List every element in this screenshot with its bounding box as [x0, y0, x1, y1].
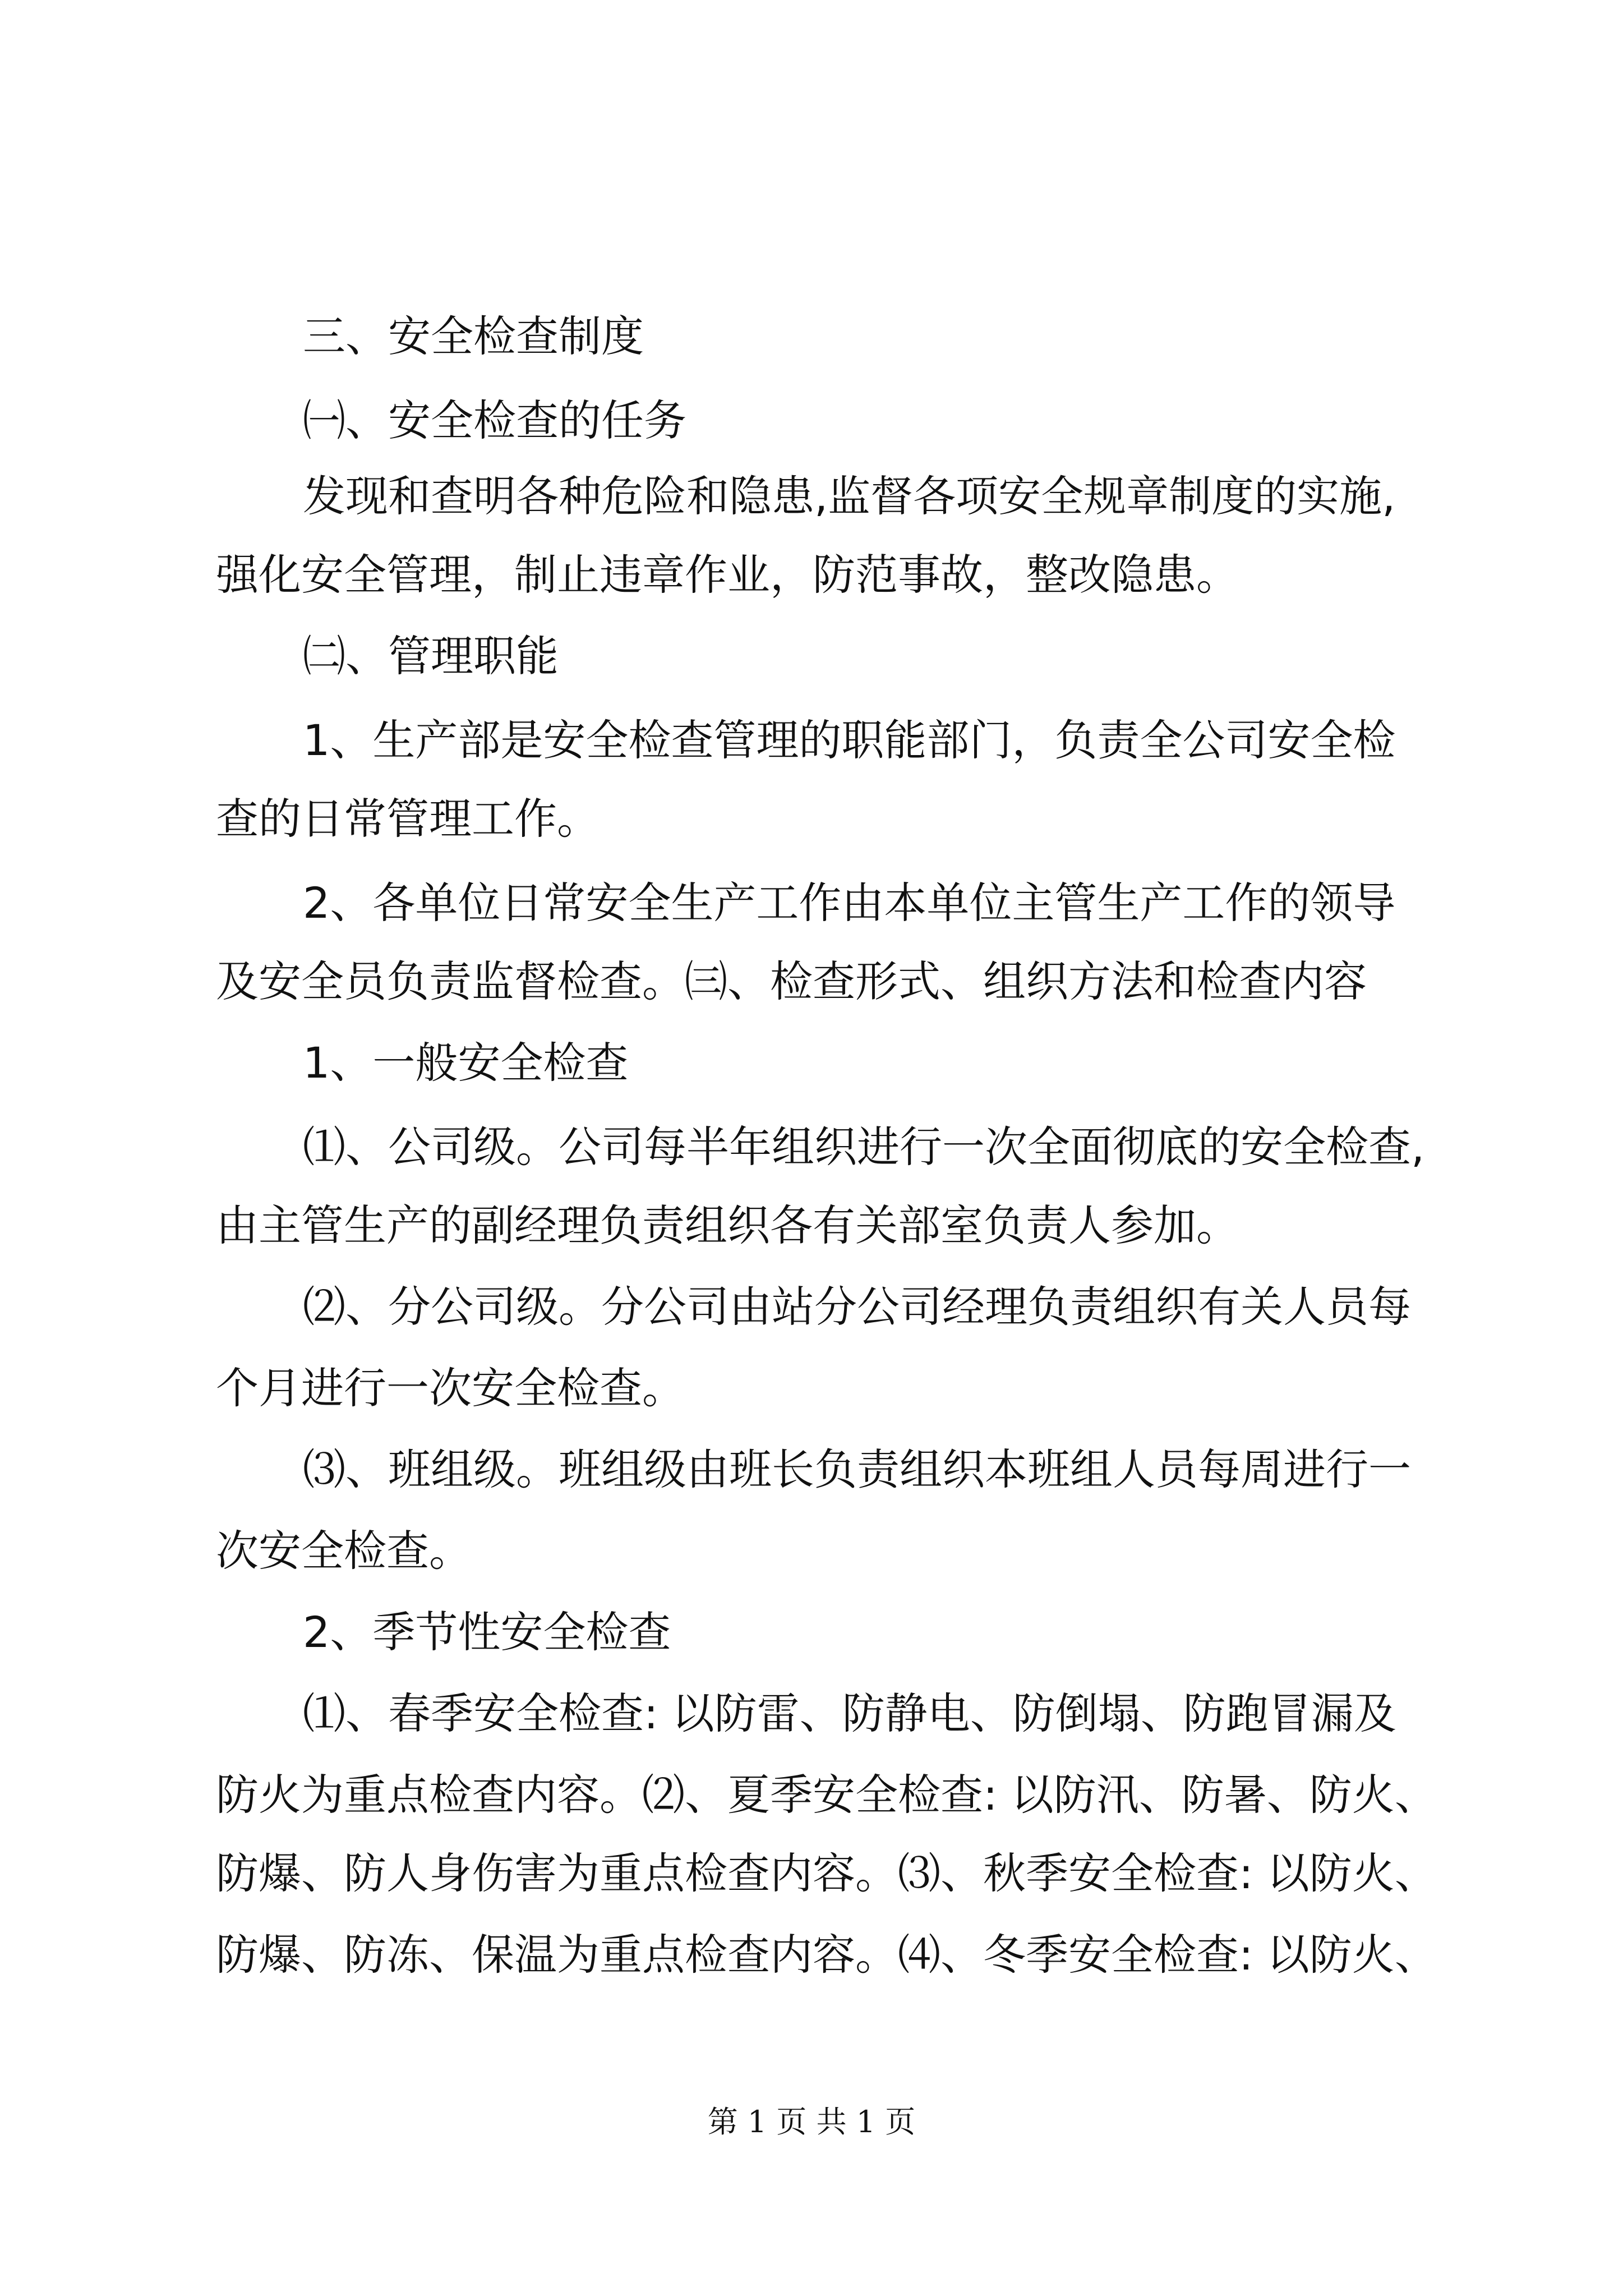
paragraph-line: 发现和查明各种危险和隐患,监督各项安全规章制度的实施,	[303, 471, 1396, 521]
paragraph-line: ⑴、公司级。公司每半年组织进行一次全面彻底的安全检查,	[303, 1122, 1425, 1172]
paragraph-line: 由主管生产的副经理负责组织各有关部室负责人参加。	[216, 1200, 1239, 1250]
paragraph-line: 次安全检查。	[216, 1526, 472, 1576]
paragraph-line: 防火为重点检查内容。⑵、夏季安全检查: 以防汛、防暑、防火、	[216, 1770, 1437, 1820]
paragraph-line: ⑶、班组级。班组级由班长负责组织本班组人员每周进行一	[303, 1444, 1411, 1494]
paragraph-line: 2、各单位日常安全生产工作由本单位主管生产工作的领导	[303, 878, 1396, 928]
paragraph-line: 及安全员负责监督检查。㈢、检查形式、组织方法和检查内容	[216, 956, 1367, 1006]
paragraph-line: ⑴、春季安全检查: 以防雷、防静电、防倒塌、防跑冒漏及	[303, 1688, 1396, 1738]
subsection-heading: ㈠、安全检查的任务	[303, 395, 686, 445]
paragraph-line: 查的日常管理工作。	[216, 794, 600, 844]
paragraph-line: ⑵、分公司级。分公司由站分公司经理负责组织有关人员每	[303, 1282, 1411, 1332]
paragraph-line: 防爆、防冻、保温为重点检查内容。⑷、冬季安全检查: 以防火、	[216, 1930, 1437, 1980]
list-heading: 1、一般安全检查	[303, 1038, 629, 1088]
subsection-heading: ㈡、管理职能	[303, 631, 559, 681]
page-footer: 第 1 页 共 1 页	[707, 2104, 916, 2139]
paragraph-line: 防爆、防人身伤害为重点检查内容。⑶、秋季安全检查: 以防火、	[216, 1848, 1437, 1898]
paragraph-line: 个月进行一次安全检查。	[216, 1363, 685, 1413]
section-heading: 三、安全检查制度	[303, 311, 644, 361]
paragraph-line: 1、生产部是安全检查管理的职能部门，负责全公司安全检	[303, 715, 1396, 765]
paragraph-line: 强化安全管理，制止违章作业，防范事故，整改隐患。	[216, 550, 1239, 600]
list-heading: 2、季节性安全检查	[303, 1607, 671, 1657]
